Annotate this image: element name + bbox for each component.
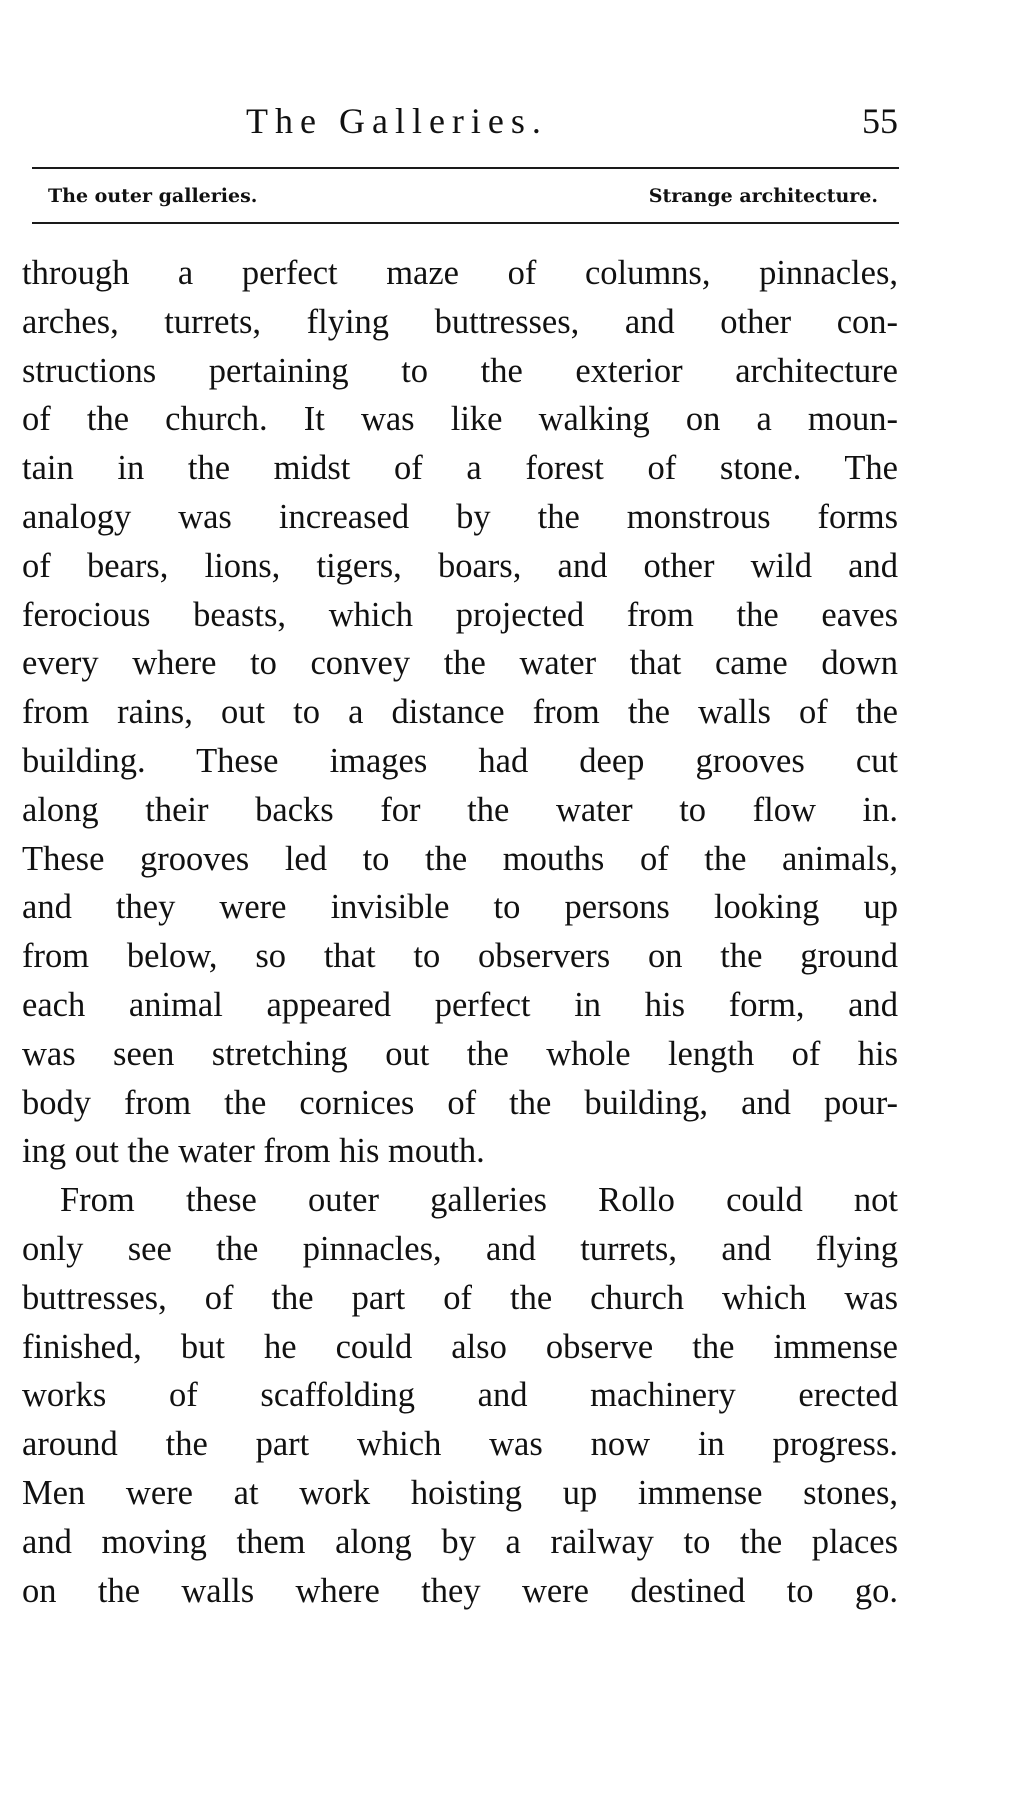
header-rule-bottom: [32, 222, 899, 224]
text-line: every where to convey the water that came down: [22, 644, 898, 683]
text-line: These grooves led to the mouths of the animals,: [22, 839, 898, 878]
text-line: and they were invisible to persons looking up: [22, 888, 898, 927]
text-line: along their backs for the water to flow in.: [22, 790, 898, 829]
text-line: ferocious beasts, which projected from the eaves: [22, 595, 898, 634]
running-head: [0, 96, 1010, 146]
text-line: from below, so that to observers on the ground: [22, 937, 898, 976]
text-line: from rains, out to a distance from the walls of the: [22, 693, 898, 732]
subheads: [48, 178, 878, 214]
text-line: body from the cornices of the building, and pour-: [22, 1083, 898, 1122]
text-line: Men were at work hoisting up immense stones,: [22, 1473, 898, 1512]
page-number: 55: [862, 101, 898, 141]
running-title: The Galleries.: [246, 101, 548, 141]
text-line: arches, turrets, flying buttresses, and other con-: [22, 302, 898, 341]
text-line: works of scaffolding and machinery erected: [22, 1376, 898, 1415]
text-line: of bears, lions, tigers, boars, and other wild and: [22, 546, 898, 585]
text-line: only see the pinnacles, and turrets, and flying: [22, 1229, 898, 1268]
text-line: analogy was increased by the monstrous forms: [22, 497, 898, 536]
body-text: [22, 249, 898, 1615]
text-line: finished, but he could also observe the immense: [22, 1327, 898, 1366]
text-line: was seen stretching out the whole length of his: [22, 1034, 898, 1073]
text-line: building. These images had deep grooves cut: [22, 741, 898, 780]
text-line: of the church. It was like walking on a moun-: [22, 400, 898, 439]
text-line: tain in the midst of a forest of stone. The: [22, 449, 898, 488]
right-subhead: Strange architecture.: [648, 185, 878, 207]
text-line: through a perfect maze of columns, pinnacles,: [22, 254, 898, 292]
header-rule-top: [32, 167, 899, 169]
text-line: each animal appeared perfect in his form, and: [22, 985, 898, 1024]
text-line: buttresses, of the part of the church which was: [22, 1278, 898, 1317]
paragraph-1: [22, 249, 898, 1176]
text-line: From these outer galleries Rollo could not: [60, 1181, 898, 1220]
text-line: around the part which was now in progress.: [22, 1425, 898, 1464]
text-line: on the walls where they were destined to go.: [22, 1571, 898, 1610]
text-line: structions pertaining to the exterior architecture: [22, 351, 898, 390]
text-line: ing out the water from his mouth.: [22, 1132, 485, 1171]
left-subhead: The outer galleries.: [48, 185, 258, 207]
text-line: and moving them along by a railway to the places: [22, 1522, 898, 1561]
paragraph-2: [22, 1176, 898, 1615]
